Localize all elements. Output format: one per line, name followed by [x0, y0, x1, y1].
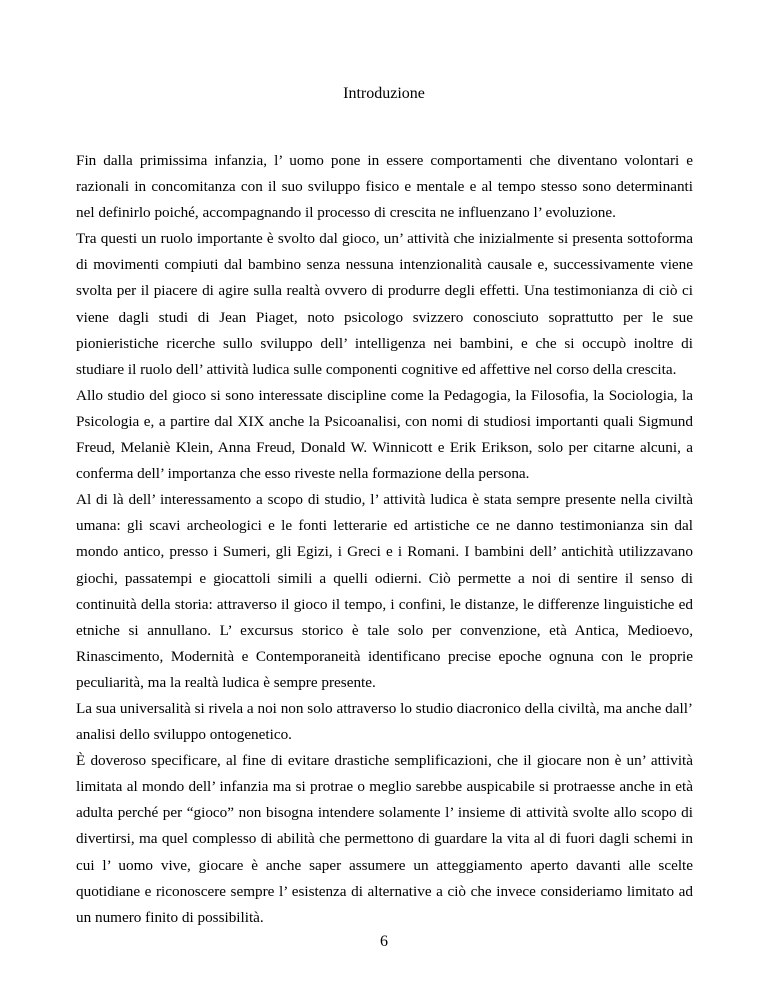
page-number: 6 — [380, 933, 388, 950]
paragraph-4: Al di là dell’ interessamento a scopo di studio, l’ attività ludica è stata sempre presente nella civiltà umana: gli scavi archeologici e le fonti letterarie ed artistiche ce ne danno testimonianza sin dal mondo antico, presso i Sumeri, gli Egizi, i Greci e i Romani. I bambini dell’ antichità utilizzavano giochi, passatempi e giocattoli simili a quelli odierni. Ciò permette a noi di sentire il senso di continuità della storia: attraverso il gioco il tempo, i confini, le distanze, le differenze linguistiche ed etniche si annullano. L’ excursus storico è tale solo per convenzione, età Antica, Medioevo, Rinascimento, Modernità e Contemporaneità identificano precise epoche ognuna con le proprie peculiarità, ma la realtà ludica è sempre presente. — [76, 491, 693, 691]
body-text — [76, 148, 693, 931]
page-title: Introduzione — [343, 85, 425, 102]
paragraph-1: Fin dalla primissima infanzia, l’ uomo pone in essere comportamenti che diventano volontari e razionali in concomitanza con il suo sviluppo fisico e mentale e al tempo stesso sono determinanti nel definirlo poiché, accompagnando il processo di crescita ne influenzano l’ evoluzione. — [76, 152, 693, 222]
paragraph-5: La sua universalità si rivela a noi non solo attraverso lo studio diacronico della civiltà, ma anche dall’ analisi dello sviluppo ontogenetico. — [76, 699, 693, 744]
paragraph-2: Tra questi un ruolo importante è svolto dal gioco, un’ attività che inizialmente si presenta sottoforma di movimenti compiuti dal bambino senza nessuna intenzionalità causale e, successivamente viene svolta per il piacere di agire sulla realtà ovvero di produrre degli effetti. Una testimonianza di ciò ci viene dagli studi di Jean Piaget, noto psicologo svizzero conosciuto soprattutto per le sue pionieristiche ricerche sullo sviluppo dell’ intelligenza nei bambini, e che si occupò inoltre di studiare il ruolo dell’ attività ludica sulle componenti cognitive ed affettive nel corso della crescita. — [76, 230, 693, 378]
paragraph-3: Allo studio del gioco si sono interessate discipline come la Pedagogia, la Filosofia, la Sociologia, la Psicologia e, a partire dal XIX anche la Psicoanalisi, con nomi di studiosi importanti quali Sigmund Freud, Melaniè Klein, Anna Freud, Donald W. Winnicott e Erik Erikson, solo per citarne alcuni, a conferma dell’ importanza che esso riveste nella formazione della persona. — [76, 386, 693, 483]
paragraph-6: È doveroso specificare, al fine di evitare drastiche semplificazioni, che il giocare non è un’ attività limitata al mondo dell’ infanzia ma si protrae o meglio sarebbe auspicabile si protraesse anche in età adulta perché per “gioco” non bisogna intendere solamente l’ insieme di attività svolte allo scopo di divertirsi, ma quel complesso di abilità che permettono di guardare la vita al di fuori dagli schemi in cui l’ uomo vive, giocare è anche saper assumere un atteggiamento aperto davanti alle scelte quotidiane e riconoscere sempre l’ esistenza di alternative a ciò che invece consideriamo limitato ad un numero finito di possibilità. — [76, 752, 693, 926]
